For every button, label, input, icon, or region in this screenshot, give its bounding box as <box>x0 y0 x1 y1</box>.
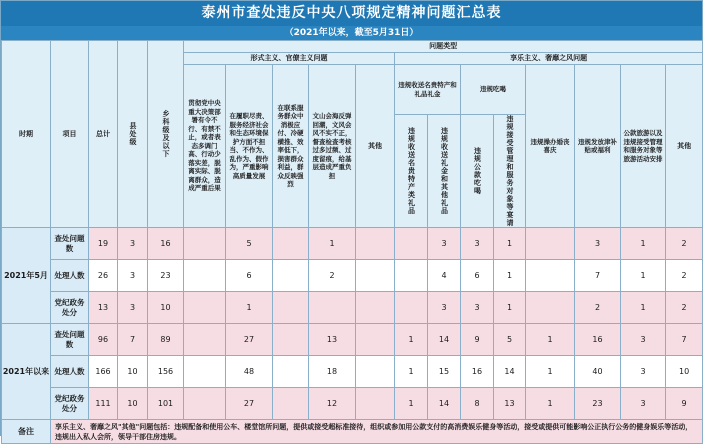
header-col-a: 贯彻党中央重大决策部署有令不行、有禁不止，或者表态多调门高、行动少落实差，脱离实际、脱离群众，造成严重后果 <box>184 65 226 228</box>
header-form-other: 其他 <box>356 65 395 228</box>
summary-table <box>1 40 703 444</box>
value-cell <box>184 388 226 420</box>
value-cell: 1 <box>395 356 428 388</box>
value-cell <box>184 228 226 260</box>
value-cell: 15 <box>428 356 461 388</box>
header-hed-other: 其他 <box>666 65 703 228</box>
table-row <box>2 292 703 324</box>
value-cell: 10 <box>118 388 148 420</box>
value-cell: 1 <box>395 324 428 356</box>
value-cell: 2 <box>575 292 621 324</box>
value-cell <box>526 228 575 260</box>
header-col-d: 文山会海反弹回潮，文风会风不实不正，督查检查考核过多过频、过度留痕，给基层造成严重负担 <box>309 65 356 228</box>
header-subsidy: 违规发放津补贴或福利 <box>575 65 621 228</box>
value-cell <box>395 260 428 292</box>
value-cell: 1 <box>621 292 666 324</box>
value-cell: 89 <box>148 324 184 356</box>
table-row <box>2 356 703 388</box>
value-cell: 1 <box>526 388 575 420</box>
header-formalism-group: 形式主义、官僚主义问题 <box>184 53 395 65</box>
value-cell: 14 <box>494 356 526 388</box>
header-col-b: 在履职尽责、服务经济社会和生态环境保护方面不担当、不作为、乱作为、假作为，严重影响高质量发展 <box>226 65 273 228</box>
header-township-level: 乡科级及以下 <box>148 41 184 228</box>
value-cell: 9 <box>461 324 494 356</box>
table-row <box>2 388 703 420</box>
value-cell: 166 <box>89 356 118 388</box>
header-col-c: 在联系服务群众中消极应付、冷硬横推、效率低下，损害群众利益，群众反映强烈 <box>273 65 309 228</box>
value-cell: 27 <box>226 388 273 420</box>
header-hedonism-group: 享乐主义、奢靡之风问题 <box>395 53 703 65</box>
value-cell <box>273 260 309 292</box>
value-cell <box>273 388 309 420</box>
table-row <box>2 324 703 356</box>
header-sub-gift1: 违规收送名贵特产类礼品 <box>395 115 428 228</box>
value-cell <box>273 324 309 356</box>
value-cell <box>395 228 428 260</box>
header-sub-eat1: 违规公款吃喝 <box>461 115 494 228</box>
value-cell: 5 <box>494 324 526 356</box>
value-cell <box>526 292 575 324</box>
value-cell: 1 <box>494 260 526 292</box>
value-cell <box>356 324 395 356</box>
value-cell: 7 <box>118 324 148 356</box>
value-cell: 18 <box>309 356 356 388</box>
row-item-label: 处理人数 <box>51 356 89 388</box>
value-cell: 3 <box>118 260 148 292</box>
value-cell: 5 <box>226 228 273 260</box>
header-sub-gift2: 违规收送礼金和其他礼品 <box>428 115 461 228</box>
value-cell: 40 <box>575 356 621 388</box>
period-label: 2021年5月 <box>2 228 51 324</box>
value-cell: 1 <box>494 292 526 324</box>
value-cell: 13 <box>494 388 526 420</box>
note-label: 备注 <box>2 420 51 444</box>
value-cell: 26 <box>89 260 118 292</box>
value-cell: 1 <box>395 388 428 420</box>
value-cell: 13 <box>309 324 356 356</box>
value-cell: 7 <box>575 260 621 292</box>
value-cell: 12 <box>309 388 356 420</box>
header-problem-type: 问题类型 <box>184 41 703 53</box>
value-cell: 96 <box>89 324 118 356</box>
value-cell: 10 <box>118 356 148 388</box>
note-text: 享乐主义、奢靡之风"其他"问题包括：违规配备和使用公车、楼堂馆所问题，提供或接受超标准接待，组织或参加用公款支付的高消费娱乐健身等活动，接受或提供可能影响公正执行公务的健身娱乐等活动，违规出入私人会所，领导干部住房违规。 <box>51 420 703 444</box>
value-cell: 3 <box>118 228 148 260</box>
value-cell: 10 <box>666 356 703 388</box>
value-cell: 3 <box>575 228 621 260</box>
table-subtitle: （2021年以来，截至5月31日） <box>1 26 702 40</box>
row-item-label: 党纪政务处分 <box>51 388 89 420</box>
table-row <box>2 228 703 260</box>
value-cell: 9 <box>666 388 703 420</box>
value-cell: 48 <box>226 356 273 388</box>
value-cell: 1 <box>621 260 666 292</box>
value-cell <box>184 324 226 356</box>
value-cell: 2 <box>309 260 356 292</box>
value-cell: 23 <box>575 388 621 420</box>
value-cell: 27 <box>226 324 273 356</box>
value-cell: 6 <box>461 260 494 292</box>
value-cell <box>184 260 226 292</box>
header-total: 总计 <box>89 41 118 228</box>
value-cell: 101 <box>148 388 184 420</box>
value-cell: 13 <box>89 292 118 324</box>
table-title: 泰州市查处违反中央八项规定精神问题汇总表 <box>1 1 702 26</box>
table-row <box>2 260 703 292</box>
value-cell: 3 <box>621 324 666 356</box>
value-cell <box>356 260 395 292</box>
value-cell <box>184 356 226 388</box>
value-cell <box>395 292 428 324</box>
header-gift-group: 违规收送名贵特产和礼品礼金 <box>395 65 461 115</box>
value-cell: 3 <box>118 292 148 324</box>
table-body <box>2 228 703 420</box>
value-cell: 111 <box>89 388 118 420</box>
value-cell <box>356 388 395 420</box>
value-cell: 10 <box>148 292 184 324</box>
value-cell: 1 <box>526 324 575 356</box>
value-cell: 1 <box>526 356 575 388</box>
value-cell: 4 <box>428 260 461 292</box>
value-cell: 8 <box>461 388 494 420</box>
value-cell: 1 <box>494 228 526 260</box>
value-cell: 16 <box>461 356 494 388</box>
header-period: 时期 <box>2 41 51 228</box>
value-cell: 1 <box>621 228 666 260</box>
value-cell <box>309 292 356 324</box>
value-cell: 14 <box>428 324 461 356</box>
value-cell: 7 <box>666 324 703 356</box>
value-cell: 3 <box>621 356 666 388</box>
value-cell <box>184 292 226 324</box>
header-sub-eat2: 违规接受管理和服务对象等宴请 <box>494 115 526 228</box>
value-cell: 3 <box>461 228 494 260</box>
value-cell: 2 <box>666 260 703 292</box>
row-item-label: 查处问题数 <box>51 228 89 260</box>
header-county-level: 县处级 <box>118 41 148 228</box>
value-cell: 1 <box>309 228 356 260</box>
value-cell <box>356 292 395 324</box>
header-eat-group: 违规吃喝 <box>461 65 526 115</box>
value-cell: 2 <box>666 228 703 260</box>
value-cell: 3 <box>428 292 461 324</box>
value-cell: 16 <box>148 228 184 260</box>
row-item-label: 查处问题数 <box>51 324 89 356</box>
period-label: 2021年以来 <box>2 324 51 420</box>
header-wedding: 违规操办婚丧喜庆 <box>526 65 575 228</box>
header-item: 项目 <box>51 41 89 228</box>
value-cell: 1 <box>226 292 273 324</box>
value-cell: 3 <box>461 292 494 324</box>
row-item-label: 党纪政务处分 <box>51 292 89 324</box>
row-item-label: 处理人数 <box>51 260 89 292</box>
value-cell: 14 <box>428 388 461 420</box>
value-cell: 16 <box>575 324 621 356</box>
value-cell: 6 <box>226 260 273 292</box>
value-cell <box>526 260 575 292</box>
value-cell: 23 <box>148 260 184 292</box>
value-cell: 2 <box>666 292 703 324</box>
value-cell: 19 <box>89 228 118 260</box>
value-cell <box>356 228 395 260</box>
value-cell <box>356 356 395 388</box>
value-cell <box>273 228 309 260</box>
value-cell: 3 <box>428 228 461 260</box>
value-cell <box>273 356 309 388</box>
value-cell: 156 <box>148 356 184 388</box>
value-cell <box>273 292 309 324</box>
header-travel: 公款旅游以及违规接受管理和服务对象等旅游活动安排 <box>621 65 666 228</box>
value-cell: 3 <box>621 388 666 420</box>
